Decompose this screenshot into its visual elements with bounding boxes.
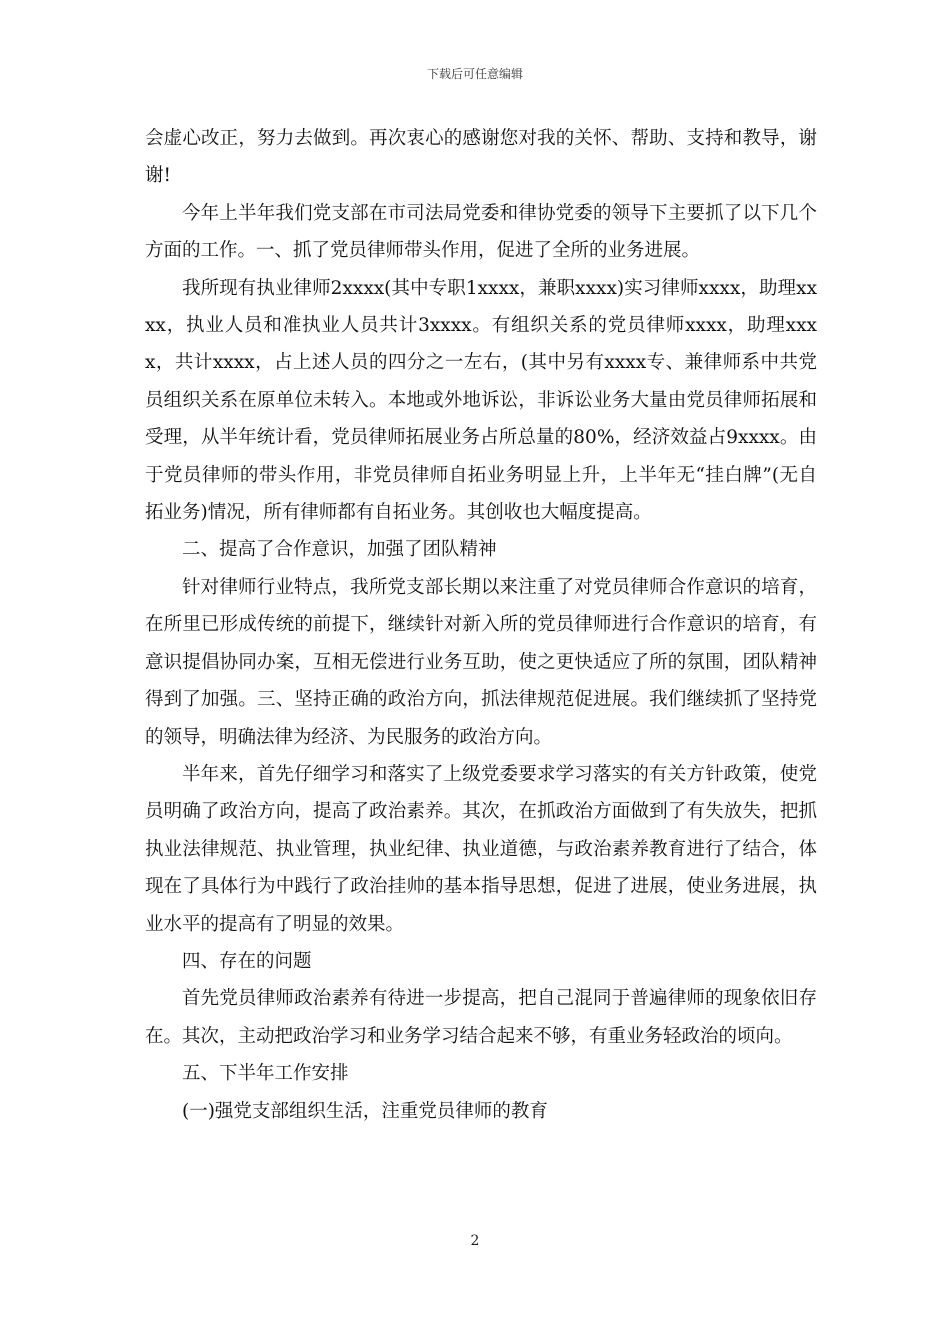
paragraph-political-study: 半年来，首先仔细学习和落实了上级党委要求学习落实的有关方针政策，使党员明确了政治方向，提高了政治素养。其次，在抓政治方面做到了有失放失，把抓执业法律规范、执业管理，执业纪律、执业道德，与政治素养教育进行了结合，体现在了具体行为中践行了政治挂帅的基本指导思想，促进了进展，使业务进展，执业水平的提高有了明显的效果。 [145, 763, 817, 935]
page-number: 2 [470, 1233, 480, 1249]
paragraph-problems: 首先党员律师政治素养有待进一步提高，把自己混同于普遍律师的现象依旧存在。其次，主动把政治学习和业务学习结合起来不够，有重业务轻政治的顷向。 [145, 988, 817, 1047]
section-heading-plan: 五、下半年工作安排 [182, 1063, 349, 1085]
document-body [145, 120, 817, 1130]
paragraph-intro: 今年上半年我们党支部在市司法局党委和律协党委的领导下主要抓了以下几个方面的工作。一、抓了党员律师带头作用，促进了全所的业务进展。 [145, 202, 817, 262]
section-heading-problems: 四、存在的问题 [182, 950, 312, 972]
section-heading-cooperation: 二、提高了合作意识，加强了团队精神 [182, 539, 497, 561]
plan-item-1: (一)强党支部组织生活，注重党员律师的教育 [182, 1100, 548, 1122]
page-header: 下载后可任意编辑 [426, 67, 523, 81]
paragraph-cooperation: 针对律师行业特点，我所党支部长期以来注重了对党员律师合作意识的培育，在所里已形成传统的前提下，继续针对新入所的党员律师进行合作意识的培育，有意识提倡协同办案，互相无偿进行业务互助，使之更快适应了所的氛围，团队精神得到了加强。三、坚持正确的政治方向，抓法律规范促进展。我们继续抓了坚持党的领导，明确法律为经济、为民服务的政治方向。 [145, 576, 817, 748]
paragraph-staffing: 我所现有执业律师2xxxx(其中专职1xxxx，兼职xxxx)实习律师xxxx，助理xxxx，执业人员和准执业人员共计3xxxx。有组织关系的党员律师xxxx，助理xxxx，共计xxxx，占上述人员的四分之一左右，(其中另有xxxx专、兼律师系中共党员组织关系在原单位未转入。本地或外地诉讼，非诉讼业务大量由党员律师拓展和受理，从半年统计看，党员律师拓展业务占所总量的80%，经济效益占9xxxx。由于党员律师的带头作用，非党员律师自拓业务明显上升，上半年无“挂白牌”(无自拓业务)情况，所有律师都有自拓业务。其创收也大幅度提高。 [145, 277, 817, 524]
paragraph-continuation: 会虚心改正，努力去做到。再次衷心的感谢您对我的关怀、帮助、支持和教导，谢谢! [145, 128, 817, 187]
